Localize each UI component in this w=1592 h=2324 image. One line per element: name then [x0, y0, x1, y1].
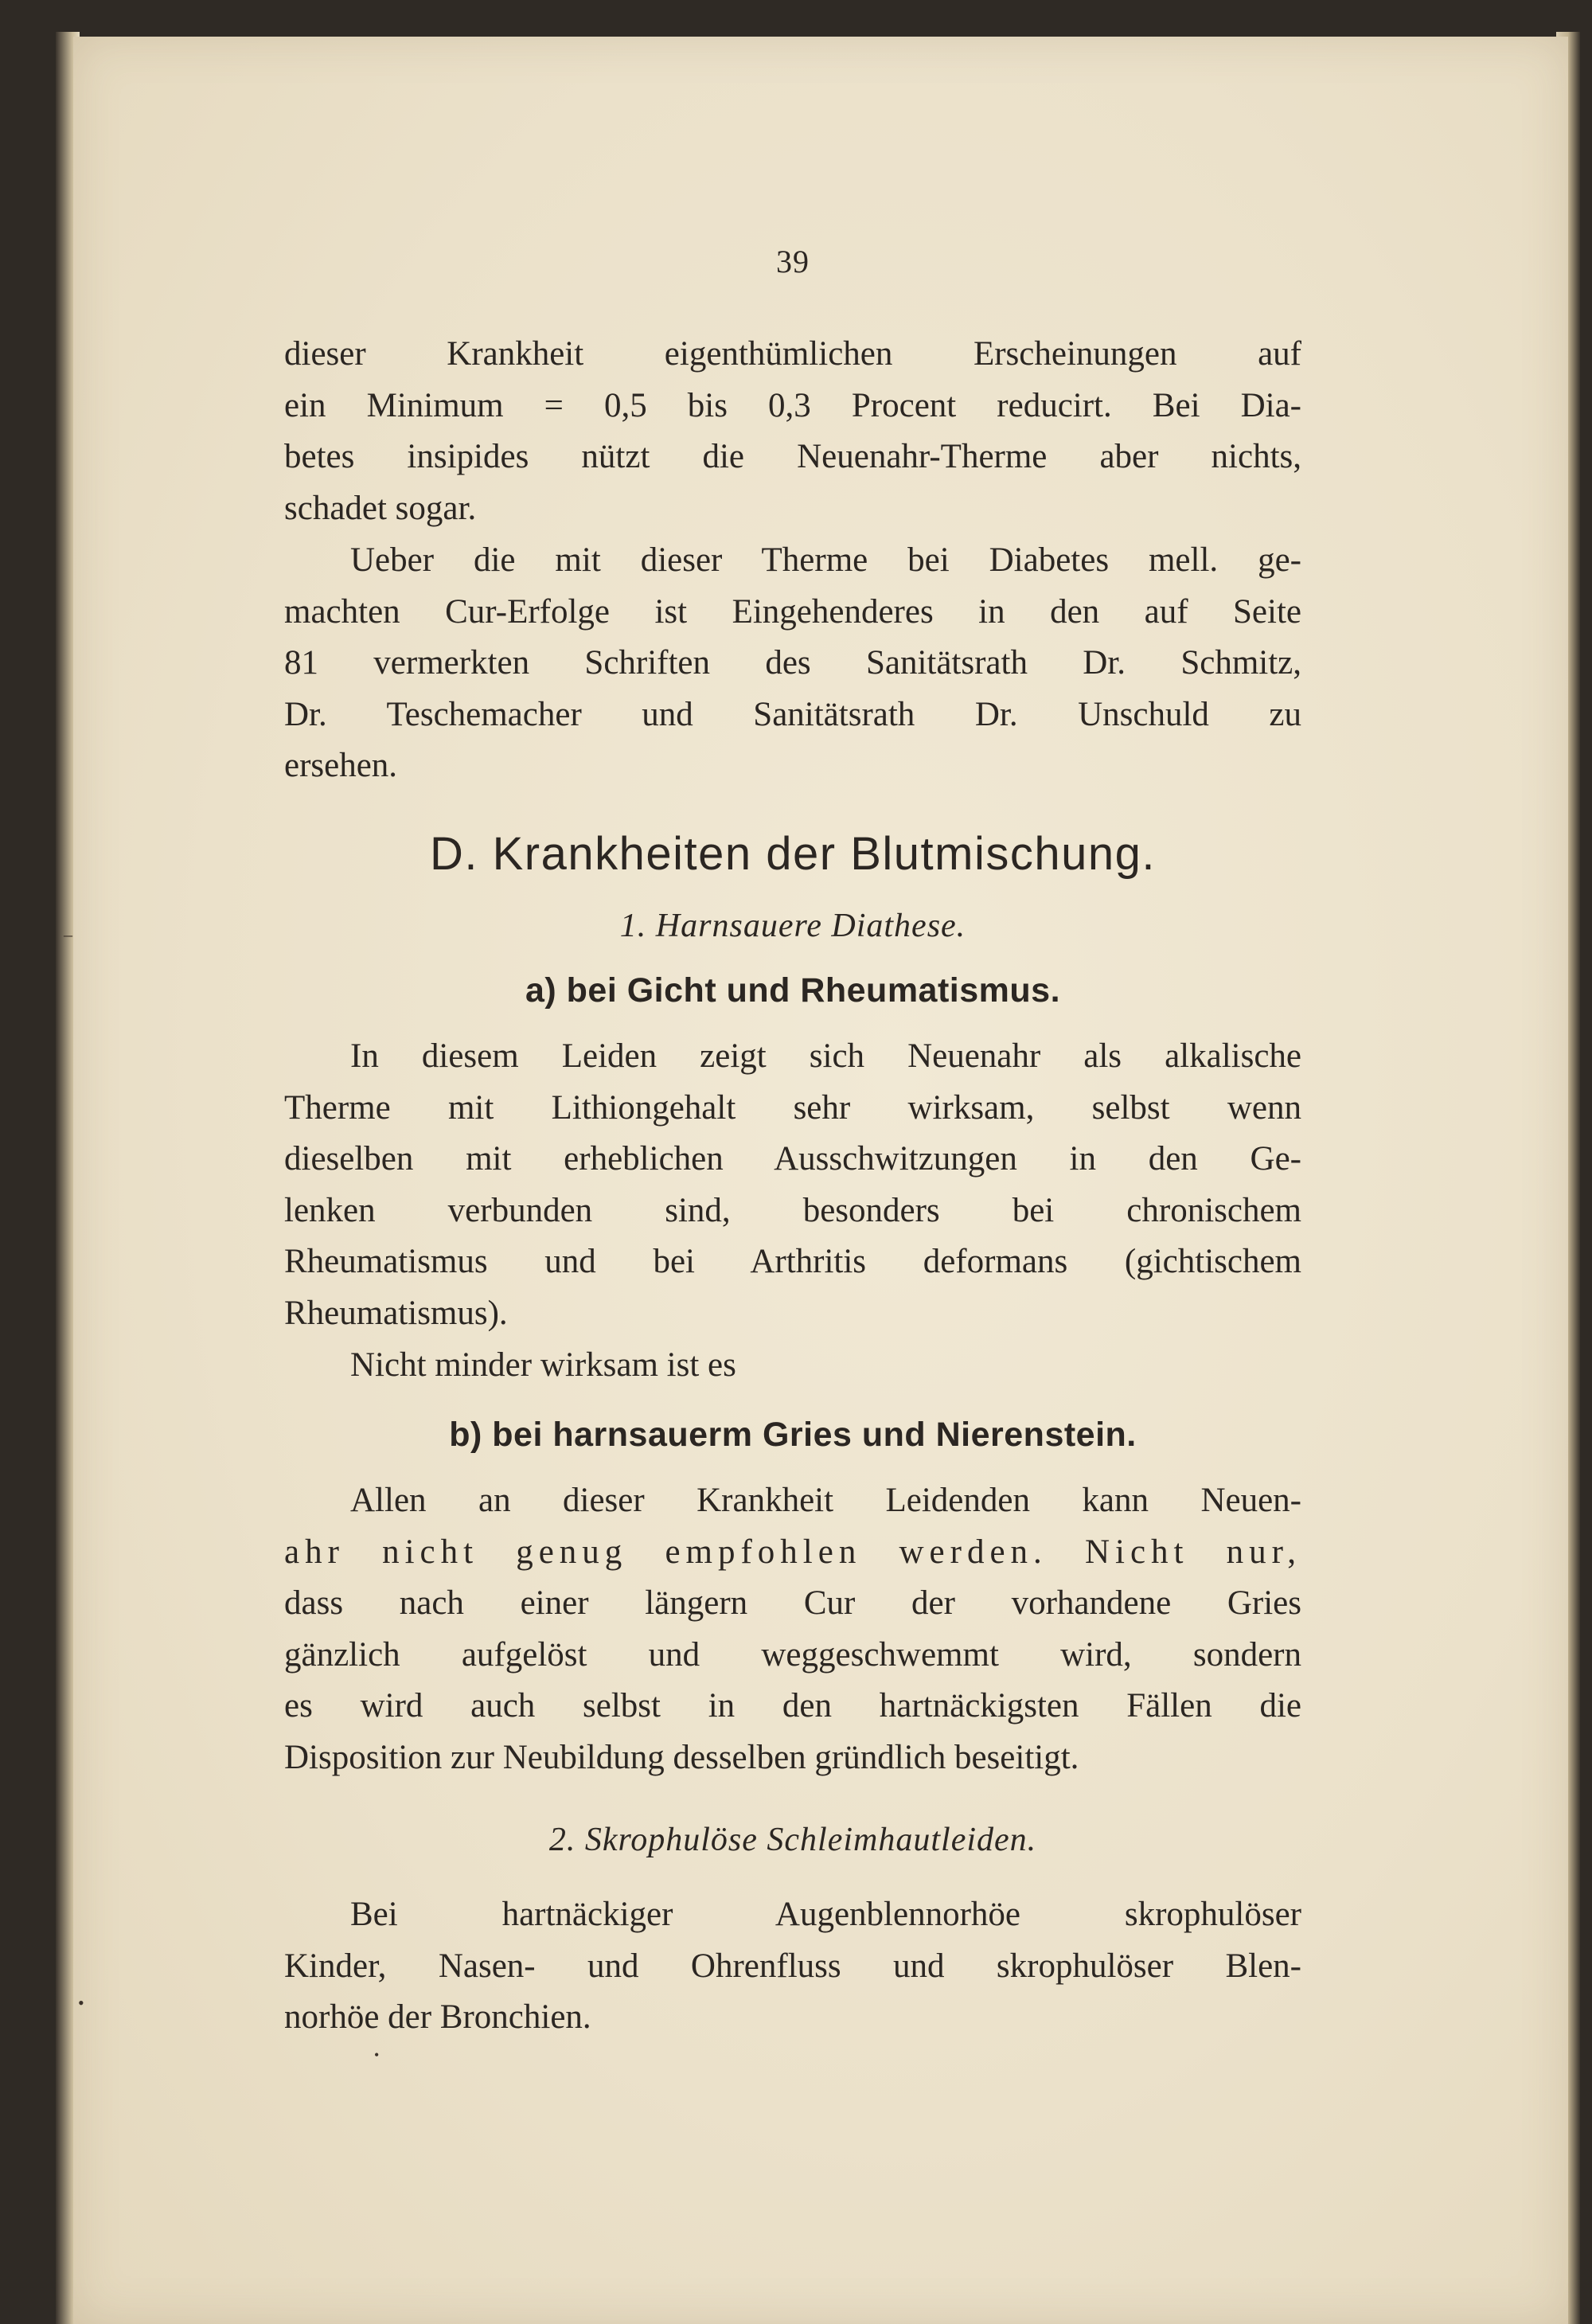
text-line: dieser Krankheit eigenthümlichen Erscheinungen auf [284, 335, 1301, 373]
page-number: 39 [776, 244, 810, 279]
paragraph-gries [284, 1475, 1301, 1784]
text-line: Kinder, Nasen- und Ohrenfluss und skrophulöser Blen- [284, 1947, 1301, 1985]
text-line: Bei hartnäckiger Augenblennorhöe skrophulöser [350, 1896, 1301, 1933]
paragraph-gicht [284, 1031, 1301, 1340]
text-line: betes insipides nützt die Neuenahr-Therme aber nichts, [284, 438, 1301, 476]
subsection-title: 2. Skrophulöse Schleimhautleiden. [548, 1822, 1037, 1858]
text-line: Rheumatismus). [284, 1294, 508, 1332]
paragraph-diabetes-intro [284, 329, 1301, 534]
text-line: In diesem Leiden zeigt sich Neuenahr als alkalische [350, 1037, 1301, 1075]
text-line: 81 vermerkten Schriften des Sanitätsrath Dr. Schmitz, [284, 644, 1301, 682]
text-line: machten Cur-Erfolge ist Eingehenderes in den auf Seite [284, 592, 1301, 631]
section-heading: D. Krankheiten der Blutmischung. [430, 828, 1156, 880]
text-line: schadet sogar. [284, 489, 477, 527]
text-line: Therme mit Lithiongehalt sehr wirksam, selbst wenn [284, 1088, 1301, 1127]
paragraph-skrophulose [284, 1889, 1301, 2044]
margin-mark-dash: – [64, 924, 72, 944]
text-line: dass nach einer längern Cur der vorhandene Gries [284, 1584, 1301, 1623]
text-line: norhöe der Bronchien. [284, 1998, 591, 2037]
text-line: ahr nicht genug empfohlen werden. Nicht nur, [284, 1533, 1301, 1571]
subsection-title: 1. Harnsauere Diathese. [619, 908, 966, 944]
text-line: Disposition zur Neubildung desselben gründlich beseitigt. [284, 1738, 1079, 1776]
text-line: Ueber die mit dieser Therme bei Diabetes mell. ge- [350, 541, 1301, 579]
text-line: ersehen. [284, 747, 398, 785]
text-line: Rheumatismus und bei Arthritis deformans (gichtischem [284, 1243, 1301, 1281]
paragraph-cure-results [284, 535, 1301, 792]
text-line: Nicht minder wirksam ist es [350, 1346, 736, 1384]
paragraph-transition [284, 1340, 1301, 1392]
margin-mark-bullet: • [78, 1993, 84, 2013]
subheading-gries: b) bei harnsauerm Gries und Nierenstein. [449, 1416, 1137, 1454]
text-line: Allen an dieser Krankheit Leidenden kann Neuen- [350, 1482, 1301, 1519]
text-line: es wird auch selbst in den hartnäckigsten Fällen die [284, 1687, 1301, 1725]
ink-speck: • [374, 2047, 380, 2063]
subheading-gicht: a) bei Gicht und Rheumatismus. [525, 971, 1061, 1010]
text-line: Dr. Teschemacher und Sanitätsrath Dr. Unschuld zu [284, 695, 1301, 733]
text-line: dieselben mit erheblichen Ausschwitzungen in den Ge- [284, 1140, 1301, 1178]
text-line: ein Minimum = 0,5 bis 0,3 Procent reducirt. Bei Dia- [284, 386, 1301, 424]
text-line: lenken verbunden sind, besonders bei chronischem [284, 1191, 1301, 1229]
text-line: gänzlich aufgelöst und weggeschwemmt wird, sondern [284, 1635, 1301, 1674]
